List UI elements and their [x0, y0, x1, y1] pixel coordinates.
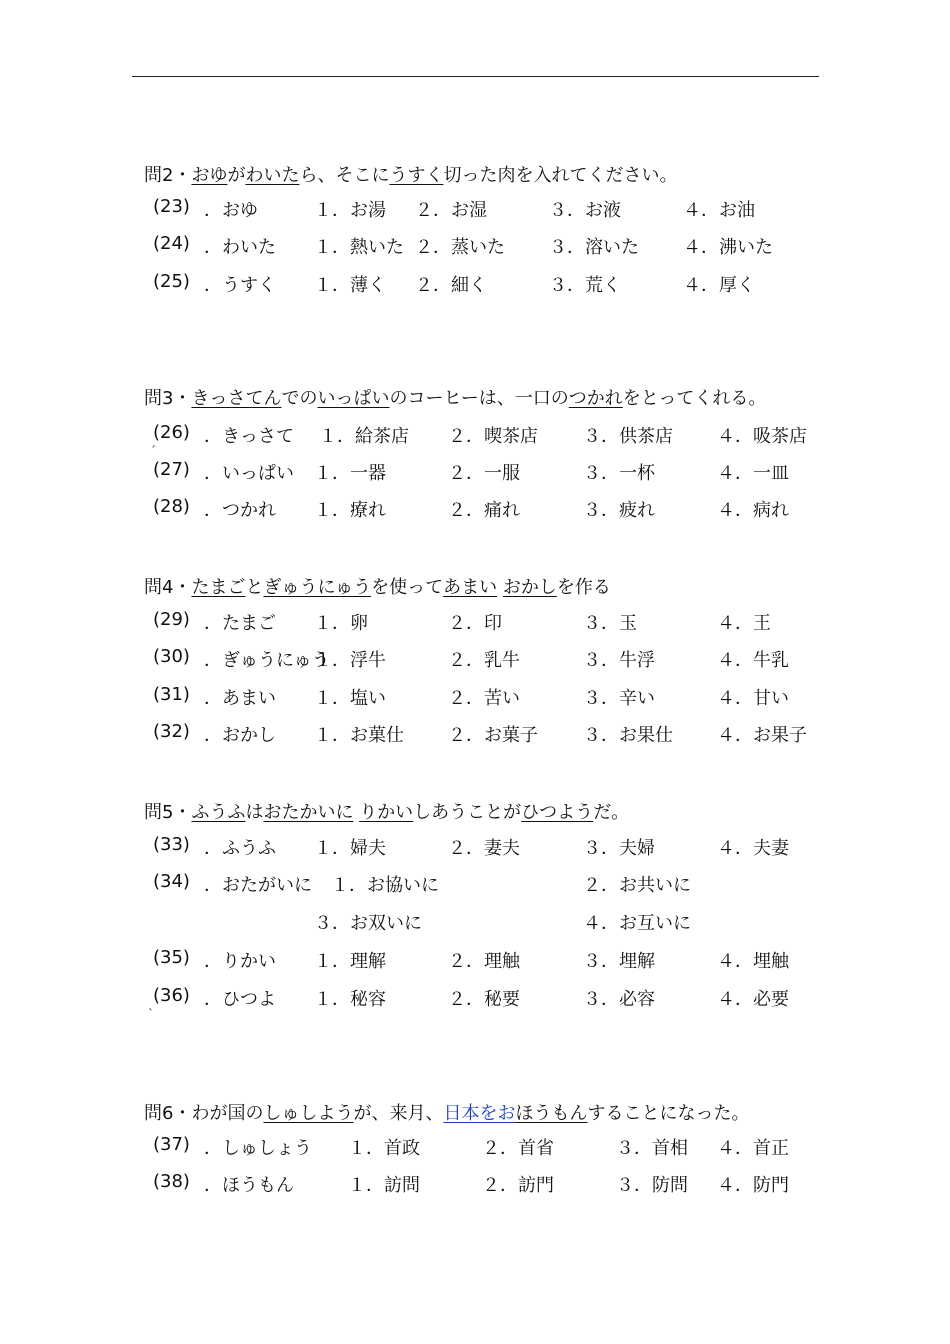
- choice-1: １．塩い: [314, 688, 386, 709]
- reading-word: ．きっさて: [204, 426, 294, 447]
- underlined-word: わいた: [245, 165, 300, 186]
- sentence-text: 切った肉を入れてください。: [443, 165, 678, 186]
- sentence-text: 問3・: [144, 388, 192, 409]
- sentence-text: での: [281, 388, 318, 409]
- choice-2: ２．喫茶店: [448, 426, 538, 447]
- sentence-text: だ。: [593, 802, 630, 823]
- choice-4: ４．一皿: [717, 463, 789, 484]
- sentence-text: のコーヒーは、一口の: [389, 388, 569, 409]
- sentence-text: することになった。: [587, 1103, 750, 1124]
- choice-2: ２．お菓子: [448, 725, 538, 746]
- choice-2: ２．乳牛: [448, 650, 520, 671]
- choice-1: １．熱いた: [314, 237, 404, 258]
- reading-word: ．たまご: [204, 613, 276, 634]
- choice-2: ２．蒸いた: [415, 237, 505, 258]
- item-number: (36): [153, 985, 190, 1006]
- choice-2: ２．妻夫: [448, 838, 520, 859]
- reading-word: ．ふうふ: [204, 838, 276, 859]
- choice-3: ３．供茶店: [583, 426, 673, 447]
- underlined-word: あまい: [443, 577, 498, 598]
- choice-2: ２．痛れ: [448, 500, 520, 521]
- item-number: (24): [153, 233, 190, 254]
- reading-word: ．うすく: [204, 275, 276, 296]
- choice-4: ４．牛乳: [717, 650, 789, 671]
- sentence-text: しあうことが: [413, 802, 522, 823]
- item-number: (28): [153, 496, 190, 517]
- choice-2: ２．理触: [448, 951, 520, 972]
- choice-1: １．給茶店: [319, 426, 409, 447]
- choice-1: １．卵: [314, 613, 368, 634]
- sentence-text: は: [245, 802, 264, 823]
- reading-word: ．ひつよ: [204, 989, 276, 1010]
- item-number: (35): [153, 947, 190, 968]
- underlined-word: いっぱい: [317, 388, 390, 409]
- underlined-word: ほうもん: [515, 1103, 588, 1124]
- choice-1: １．お菓仕: [314, 725, 404, 746]
- reading-word: ．わいた: [204, 237, 276, 258]
- choice-3: ３．お液: [549, 200, 621, 221]
- choice-2: ２．細く: [415, 275, 487, 296]
- underlined-word: しゅしよう: [263, 1103, 354, 1124]
- item-number: (27): [153, 459, 190, 480]
- choice-3: ３．夫婦: [583, 838, 655, 859]
- reading-word: ．おかし: [204, 725, 276, 746]
- choice-3: ３．埋解: [583, 951, 655, 972]
- choice-2: ２．お共いに: [583, 875, 691, 896]
- choice-4: ４．お油: [683, 200, 755, 221]
- choice-1: １．薄く: [314, 275, 386, 296]
- choice-1: １．お協いに: [331, 875, 439, 896]
- choice-3: ３．お果仕: [583, 725, 673, 746]
- choice-4: ４．お互いに: [583, 913, 691, 934]
- underlined-word: おかし: [502, 577, 557, 598]
- item-number: (31): [153, 684, 190, 705]
- item-number: (23): [153, 196, 190, 217]
- choice-4: ４．お果子: [717, 725, 807, 746]
- choice-1: １．訪問: [348, 1175, 420, 1196]
- choice-1: １．首政: [348, 1138, 420, 1159]
- reading-word: ．ぎゅうにゅう: [204, 650, 330, 671]
- hyperlink-text[interactable]: 日本をお: [443, 1103, 516, 1124]
- sentence-text: をとってくれる。: [622, 388, 767, 409]
- choice-3: ３．溶いた: [549, 237, 639, 258]
- underlined-word: ひつよう: [521, 802, 594, 823]
- choice-3: ３．疲れ: [583, 500, 655, 521]
- underlined-word: つかれ: [568, 388, 623, 409]
- choice-3: ３．首相: [616, 1138, 688, 1159]
- choice-3: ３．荒く: [549, 275, 621, 296]
- choice-4: ４．沸いた: [683, 237, 773, 258]
- q2-question-sentence: [144, 161, 677, 187]
- underlined-word: ぎゅうにゅう: [263, 577, 372, 598]
- choice-4: ４．夫妻: [717, 838, 789, 859]
- choice-1: １．一器: [314, 463, 386, 484]
- choice-3: ３．必容: [583, 989, 655, 1010]
- q3-question-sentence: [144, 384, 766, 410]
- item-number: (33): [153, 834, 190, 855]
- choice-4: ４．必要: [717, 989, 789, 1010]
- item-number: (34): [153, 871, 190, 892]
- choice-2: ２．首省: [482, 1138, 554, 1159]
- sentence-text: を作る: [556, 577, 611, 598]
- choice-1: １．お湯: [314, 200, 386, 221]
- item-number: (37): [153, 1134, 190, 1155]
- choice-4: ４．防門: [717, 1175, 789, 1196]
- q6-question-sentence: [144, 1099, 749, 1125]
- choice-1: １．婦夫: [314, 838, 386, 859]
- header-rule: [132, 76, 819, 77]
- choice-1: １．浮牛: [314, 650, 386, 671]
- underlined-word: おゆ: [191, 165, 228, 186]
- reading-word: ．おたがいに: [204, 875, 312, 896]
- stray-mark: ´: [150, 444, 156, 458]
- choice-4: ４．病れ: [717, 500, 789, 521]
- choice-3: ３．辛い: [583, 688, 655, 709]
- sentence-text: 問4・: [144, 577, 192, 598]
- choice-4: ４．王: [717, 613, 771, 634]
- choice-2: ２．苦い: [448, 688, 520, 709]
- sentence-text: 問5・: [144, 802, 192, 823]
- sentence-text: ら、そこに: [299, 165, 390, 186]
- choice-3: ３．お双いに: [314, 913, 422, 934]
- reading-word: ．りかい: [204, 951, 276, 972]
- item-number: (29): [153, 609, 190, 630]
- choice-4: ４．吸茶店: [717, 426, 807, 447]
- sentence-text: 問6・わが国の: [144, 1103, 264, 1124]
- item-number: (30): [153, 646, 190, 667]
- choice-3: ３．一杯: [583, 463, 655, 484]
- choice-4: ４．厚く: [683, 275, 755, 296]
- choice-4: ４．埋触: [717, 951, 789, 972]
- sentence-text: が、来月、: [353, 1103, 444, 1124]
- reading-word: ．つかれ: [204, 500, 276, 521]
- choice-3: ３．牛浮: [583, 650, 655, 671]
- choice-2: ２．印: [448, 613, 502, 634]
- q4-question-sentence: [144, 573, 611, 599]
- reading-word: ．おゆ: [204, 200, 258, 221]
- reading-word: ．いっぱい: [204, 463, 294, 484]
- underlined-word: きっさてん: [191, 388, 282, 409]
- item-number: (32): [153, 721, 190, 742]
- choice-1: １．秘容: [314, 989, 386, 1010]
- sentence-text: を使って: [371, 577, 444, 598]
- reading-word: ．あまい: [204, 688, 276, 709]
- choice-3: ３．玉: [583, 613, 637, 634]
- choice-2: ２．一服: [448, 463, 520, 484]
- q5-question-sentence: [144, 798, 629, 824]
- item-number: (38): [153, 1171, 190, 1192]
- underlined-word: りかい: [359, 802, 414, 823]
- choice-2: ２．訪門: [482, 1175, 554, 1196]
- sentence-text: が: [227, 165, 246, 186]
- item-number: (26): [153, 422, 190, 443]
- choice-3: ３．防問: [616, 1175, 688, 1196]
- sentence-text: と: [245, 577, 264, 598]
- choice-1: １．療れ: [314, 500, 386, 521]
- sentence-text: 問2・: [144, 165, 192, 186]
- underlined-word: ふうふ: [191, 802, 246, 823]
- underlined-word: たまご: [191, 577, 246, 598]
- reading-word: ．ほうもん: [204, 1175, 294, 1196]
- reading-word: ．しゅしょう: [204, 1138, 312, 1159]
- stray-mark: ˋ: [148, 1007, 154, 1021]
- choice-4: ４．甘い: [717, 688, 789, 709]
- underlined-word: うすく: [389, 165, 444, 186]
- underlined-word: おたかいに: [263, 802, 354, 823]
- choice-2: ２．お湿: [415, 200, 487, 221]
- item-number: (25): [153, 271, 190, 292]
- choice-2: ２．秘要: [448, 989, 520, 1010]
- choice-1: １．理解: [314, 951, 386, 972]
- choice-4: ４．首正: [717, 1138, 789, 1159]
